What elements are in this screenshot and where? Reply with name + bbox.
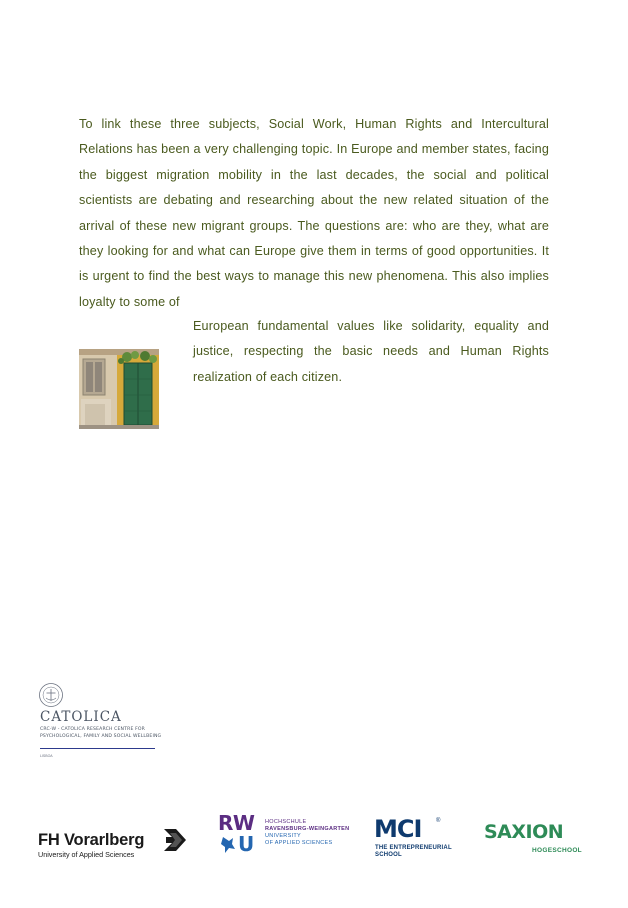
catolica-subtitle	[40, 727, 170, 740]
saxion-logo	[484, 816, 592, 858]
rwu-line3: UNIVERSITY	[265, 833, 302, 839]
catolica-subtitle-line2: PSYCHOLOGICAL, FAMILY AND SOCIAL WELLBEING	[40, 733, 162, 739]
fh-vorarlberg-logo	[38, 822, 190, 862]
rwu-logo	[218, 813, 358, 863]
catolica-divider	[40, 748, 155, 749]
fh-arrow-icon	[162, 825, 188, 855]
rwu-line4: OF APPLIED SCIENCES	[265, 840, 333, 846]
rwu-letter-bottom: U	[238, 832, 255, 856]
saxion-subtitle: HOGESCHOOL	[532, 847, 582, 854]
mci-registered-mark: ®	[436, 818, 441, 824]
mci-tagline-line1: THE ENTREPRENEURIAL	[375, 845, 452, 851]
catolica-name: CATOLICA	[40, 709, 122, 725]
rwu-figure-icon	[219, 835, 237, 855]
fh-vorarlberg-name: FH Vorarlberg	[38, 831, 145, 849]
body-paragraph-top: To link these three subjects, Social Work, Human Rights and Intercultural Relations has been a very challenging topic. In Europe and member states, facing the biggest migration mobility in the last decades, the social and political scientists are debating and researching about the new related situation of the arrival of these new migrant groups. The questions are: who are they, what are they looking for and what can Europe give them in terms of good opportunities. It is urgent to find the best ways to manage this new phenomena. This also implies loyalty to some of	[79, 117, 549, 309]
rwu-line1: HOCHSCHULE	[265, 819, 307, 825]
body-paragraph-indented: European fundamental values like solidarity, equality and justice, respecting the basic needs and Human Rights realization of each citizen.	[193, 319, 549, 384]
rwu-line2: RAVENSBURG-WEINGARTEN	[265, 826, 350, 832]
mci-tagline-line2: SCHOOL	[375, 852, 402, 858]
rwu-letters-top: RW	[218, 811, 255, 835]
mci-logo	[374, 816, 474, 862]
door-photo	[79, 349, 159, 429]
mci-tagline	[375, 845, 452, 859]
saxion-name: SAXION	[484, 821, 564, 843]
fh-vorarlberg-tagline: University of Applied Sciences	[38, 850, 135, 859]
catolica-location: LISBOA	[40, 754, 53, 758]
mci-name: MCI	[374, 815, 422, 843]
catolica-subtitle-line1: CRC-W - CATOLICA RESEARCH CENTRE FOR	[40, 727, 146, 732]
catolica-seal-icon	[38, 682, 66, 708]
